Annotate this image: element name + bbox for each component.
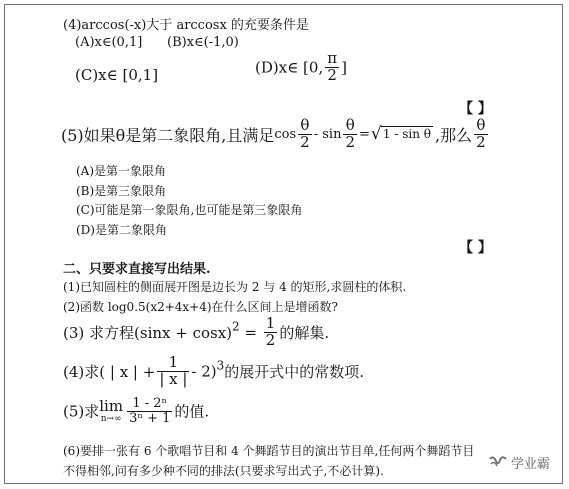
q5-sqrt: [370, 124, 433, 145]
q5-prefix: (5)求: [63, 402, 100, 421]
fraction-denominator: 3ⁿ + 1: [129, 410, 171, 426]
q3-suffix: 的解集.: [279, 323, 330, 342]
q5-prefix: (5)如果θ是第二象限角,且满足: [61, 125, 275, 145]
q5-cos: cos: [274, 126, 297, 142]
wechat-channel-icon: [489, 456, 507, 470]
radical-sign: √: [370, 124, 382, 145]
fraction-denominator: 2: [476, 132, 486, 151]
fraction-numerator: 1 - 2ⁿ: [132, 396, 168, 411]
q4-stem: (4)arccos(-x)大于 arccosx 的充要条件是: [63, 18, 309, 33]
q5-answer-bracket: 【 】: [459, 240, 492, 256]
watermark-text: 学业霸: [510, 457, 550, 472]
q4-option-b: (B)x∈(-1,0): [167, 35, 239, 50]
q4-suffix: 的展开式中的常数项.: [224, 362, 365, 381]
section-2-heading: 二、只要求直接写出结果.: [63, 262, 211, 277]
q4-answer-bracket: 【 】: [459, 101, 492, 117]
q5-fraction-2: [343, 118, 357, 151]
q3-prefix: (3) 求方程(sinx + cosx): [63, 323, 233, 342]
q4-fraction: [157, 355, 189, 388]
s2-question-2: (2)函数 log0.5(x2+4x+4)在什么区间上是增函数?: [63, 300, 338, 314]
q4-option-a: (A)x∈(0,1]: [75, 35, 143, 50]
q4-option-d-fraction: [325, 51, 339, 84]
q5-fraction: [127, 397, 172, 425]
fraction-denominator: 2: [345, 132, 355, 151]
q3-fraction: [264, 316, 278, 349]
q4-option-d-prefix: (D)x∈ [0,: [255, 58, 324, 77]
fraction-denominator: 2: [325, 67, 339, 84]
q4-exponent: 3: [216, 358, 225, 373]
fraction-denominator: | x |: [159, 369, 188, 388]
q5-limit: [99, 398, 123, 424]
q3-exponent: 2: [232, 319, 240, 334]
q5-option-b: (B)是第三象限角: [76, 184, 167, 198]
q5-fraction-3: [474, 118, 488, 151]
s2-question-5: [63, 397, 209, 425]
q5-then: ,那么: [435, 125, 473, 145]
q5-radicand: 1 - sin θ: [382, 127, 431, 142]
q4-prefix: (4)求( | x | +: [63, 362, 156, 381]
q5-fraction-1: [298, 118, 312, 151]
limit-word: lim: [99, 397, 124, 416]
fraction-denominator: 2: [265, 330, 276, 349]
s2-question-6-line-1: (6)要排一张有 6 个歌唱节目和 4 个舞蹈节目的演出节目单,任何两个舞蹈节目: [63, 444, 475, 458]
watermark: [489, 453, 550, 472]
q5-minus-sin: - sin: [313, 126, 342, 142]
q5-stem: [61, 118, 490, 151]
s2-question-3: [63, 316, 329, 349]
q4-option-d: [255, 51, 347, 84]
q5-suffix: 的值.: [174, 402, 210, 421]
q4-option-d-suffix: ]: [341, 58, 347, 77]
q3-equals: =: [239, 323, 262, 342]
fraction-numerator: θ: [345, 116, 355, 134]
fraction-numerator: 1: [265, 314, 276, 332]
fraction-numerator: θ: [300, 116, 310, 134]
q4-mid: - 2): [191, 362, 217, 381]
limit-subscript: n→∞: [100, 413, 122, 424]
fraction-numerator: θ: [476, 116, 486, 134]
q5-option-d: (D)是第二象限角: [76, 223, 167, 237]
q5-option-a: (A)是第一象限角: [76, 164, 167, 178]
q5-equals: =: [359, 126, 370, 142]
s2-question-4: [63, 355, 364, 388]
s2-question-1: (1)已知圆柱的侧面展开图是边长为 2 与 4 的矩形,求圆柱的体积.: [63, 280, 407, 294]
fraction-numerator: π: [327, 49, 338, 67]
fraction-denominator: 2: [300, 132, 310, 151]
s2-question-6-line-2: 不得相邻,问有多少种不同的排法(只要求写出式子,不必计算).: [63, 464, 384, 478]
fraction-numerator: 1: [168, 353, 179, 371]
q5-option-c: (C)可能是第一象限角,也可能是第三象限角: [76, 203, 303, 217]
q4-option-c: (C)x∈ [0,1]: [75, 66, 159, 84]
exam-sheet: [4, 4, 563, 484]
